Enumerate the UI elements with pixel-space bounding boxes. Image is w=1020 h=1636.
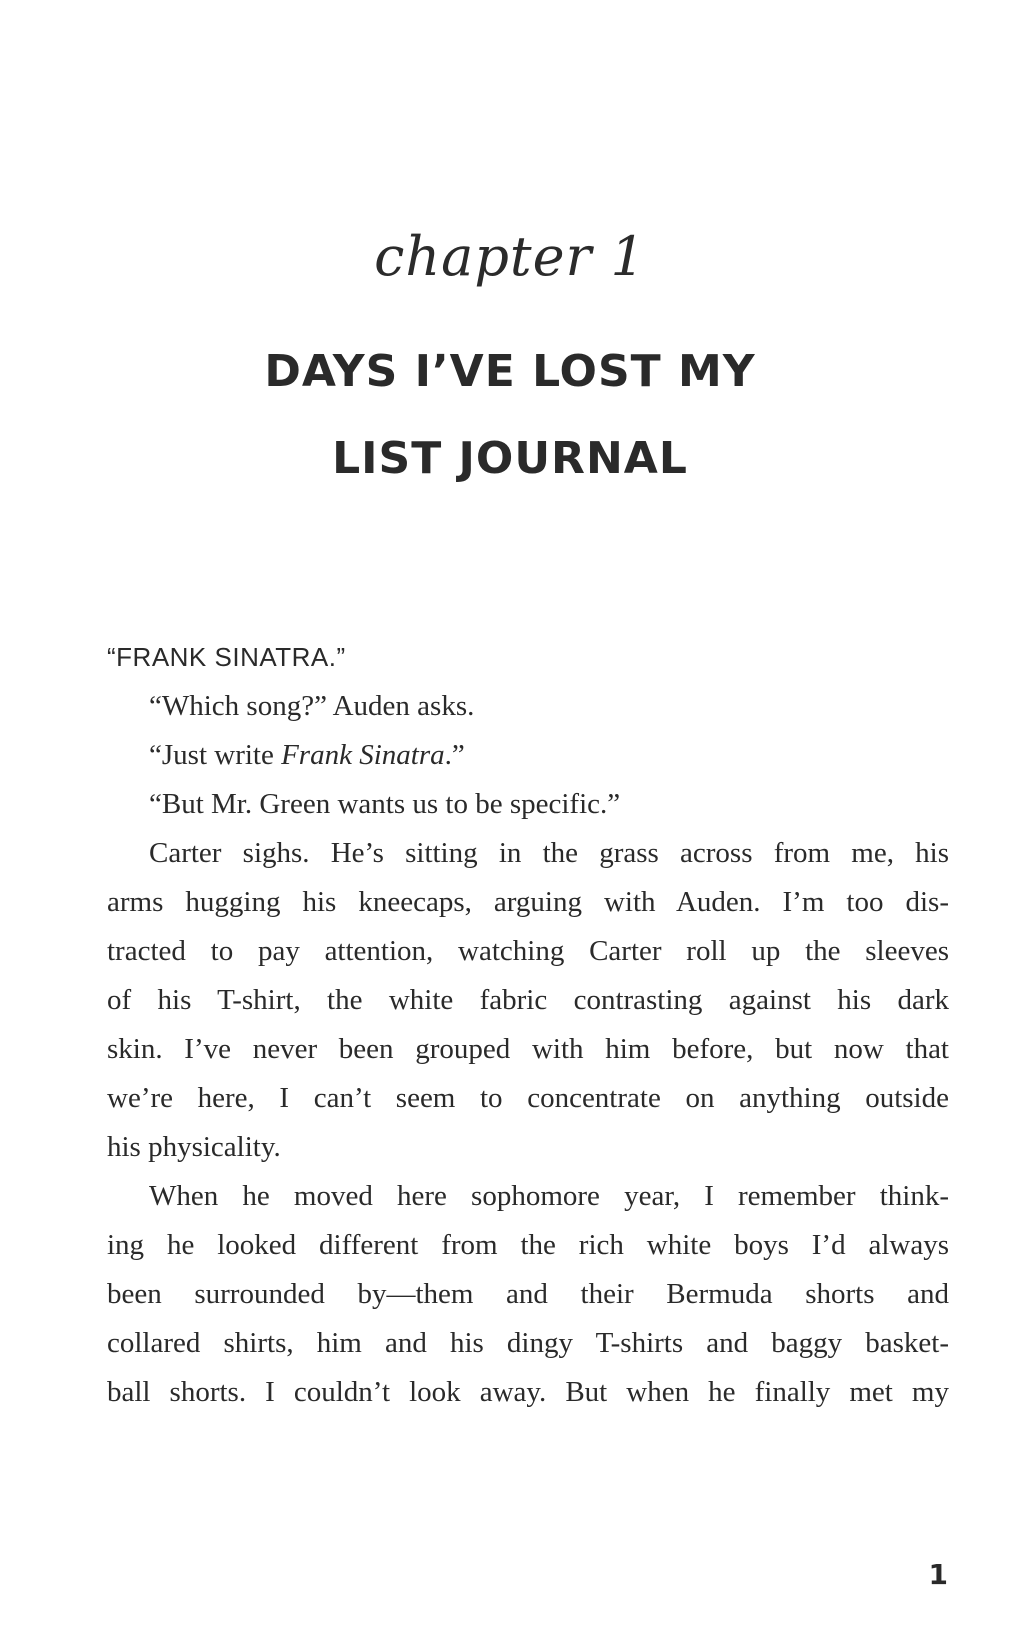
- text-line: [107, 729, 949, 781]
- text-line: “FRANK SINATRA.”: [107, 642, 346, 672]
- text-line: When he moved here sophomore year, I remember think-: [149, 1180, 949, 1212]
- text-line: his physicality.: [107, 1131, 281, 1163]
- page-number: 1: [928, 1558, 948, 1591]
- italic-title: Frank Sinatra: [281, 739, 445, 771]
- text-line: Carter sighs. He’s sitting in the grass across from me, his: [149, 837, 949, 869]
- chapter-label: chapter 1: [374, 225, 646, 288]
- text-line: tracted to pay attention, watching Carter roll up the sleeves: [107, 935, 949, 967]
- text-line: “But Mr. Green wants us to be specific.”: [149, 788, 621, 820]
- text-line: arms hugging his kneecaps, arguing with Auden. I’m too dis-: [107, 886, 949, 918]
- text-line: skin. I’ve never been grouped with him before, but now that: [107, 1033, 949, 1065]
- chapter-title-line-1: DAYS I’VE LOST MY: [264, 346, 756, 397]
- text-line: “Which song?” Auden asks.: [149, 690, 475, 722]
- text-line: collared shirts, him and his dingy T-shirts and baggy basket-: [107, 1327, 949, 1359]
- text-line: of his T-shirt, the white fabric contrasting against his dark: [107, 984, 949, 1016]
- text-line-end: .”: [444, 739, 465, 771]
- text-line-start: “Just write: [149, 739, 282, 771]
- text-line: we’re here, I can’t seem to concentrate on anything outside: [107, 1082, 949, 1114]
- text-line: ball shorts. I couldn’t look away. But when he finally met my: [107, 1376, 949, 1408]
- text-line: ing he looked different from the rich white boys I’d always: [107, 1229, 949, 1261]
- chapter-title-line-2: LIST JOURNAL: [332, 433, 688, 484]
- text-line: been surrounded by—them and their Bermuda shorts and: [107, 1278, 949, 1310]
